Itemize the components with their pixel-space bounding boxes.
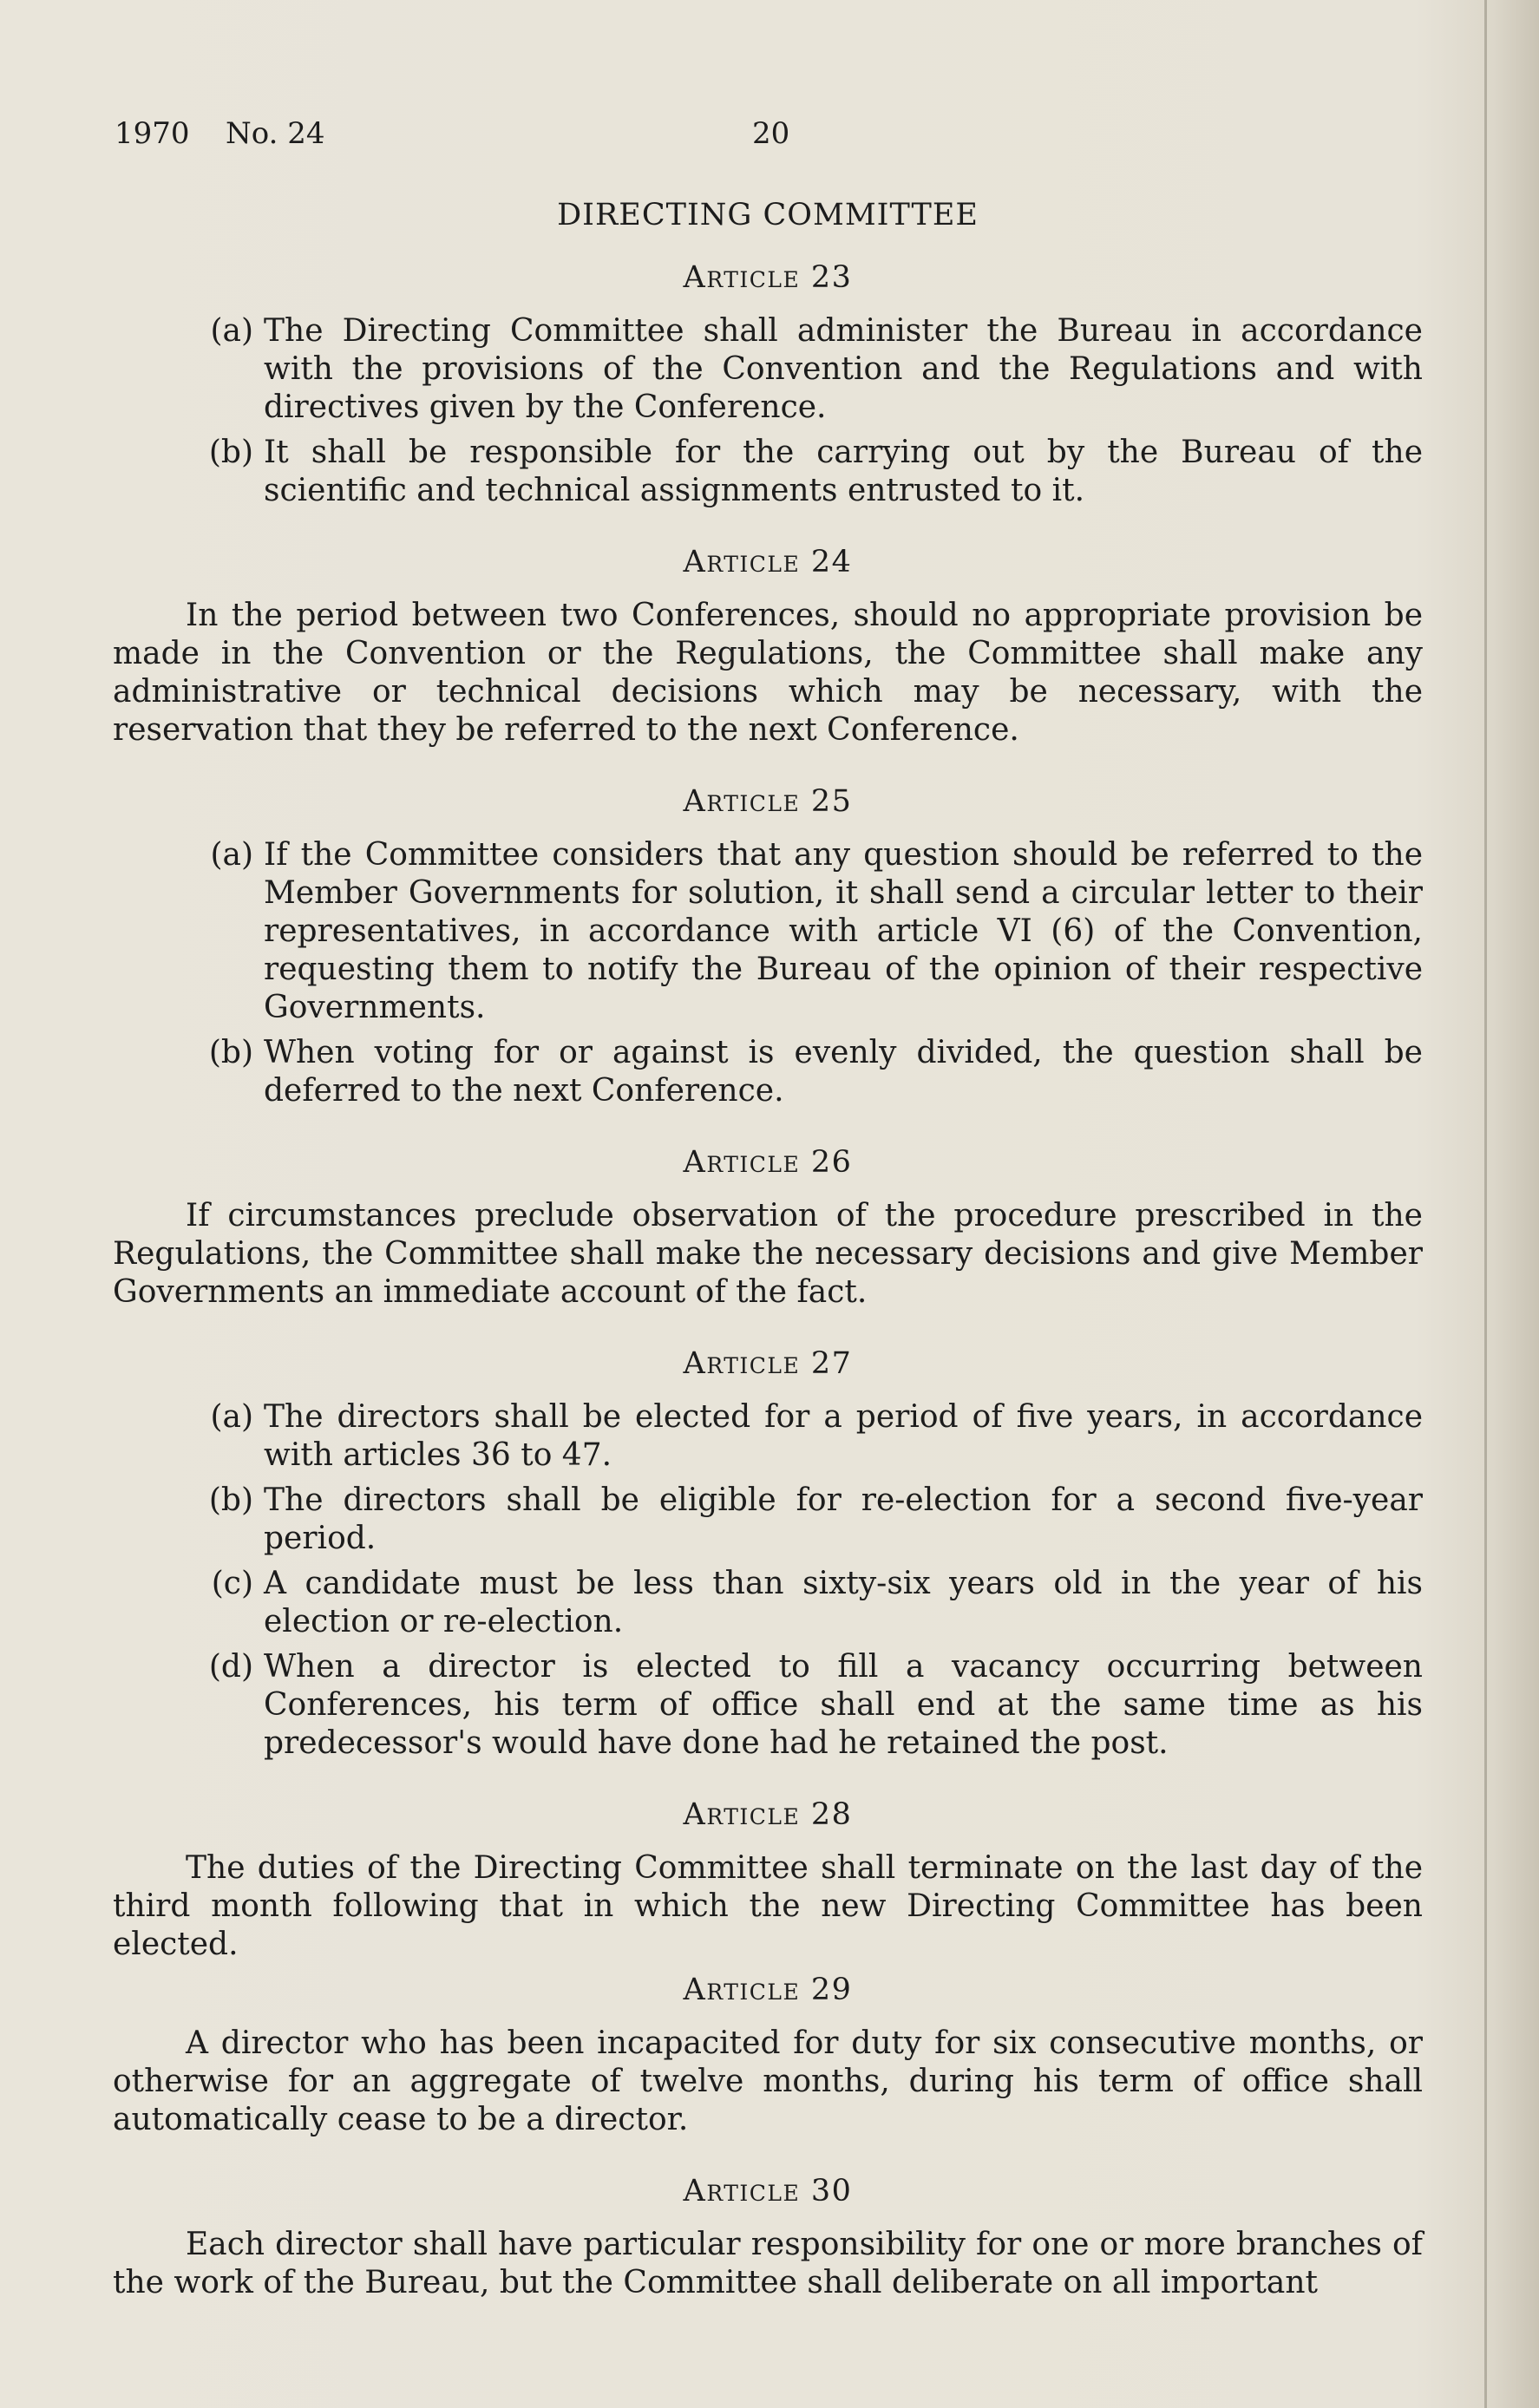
- article-heading: [113, 258, 1423, 297]
- article-paragraph: Each director shall have particular responsibility for one or more branches of the work of the Bureau, but the Committee shall deliberate on all important: [113, 2227, 1423, 2300]
- article-paragraph: If circumstances preclude observation of the procedure prescribed in the Regulations, the Committee shall make the necessary decisions and give Member Governments an immediate account of the fact.: [113, 1198, 1423, 1310]
- article-item: [113, 1648, 1423, 1763]
- item-text: When voting for or against is evenly divided, the question shall be deferred to the next Conference.: [264, 1035, 1423, 1109]
- article-item: [113, 434, 1423, 510]
- article-word: Article: [683, 1145, 801, 1180]
- article-word: Article: [683, 260, 801, 295]
- item-text: A candidate must be less than sixty-six years old in the year of his election or re-election.: [264, 1566, 1423, 1639]
- article-heading: [113, 2172, 1423, 2210]
- article-27: [113, 1345, 1423, 1763]
- item-text: The directors shall be elected for a period of five years, in accordance with articles 36 to 47.: [264, 1399, 1423, 1473]
- article-word: Article: [683, 2174, 801, 2208]
- article-item: [113, 1482, 1423, 1558]
- article-25: [113, 782, 1423, 1110]
- page-number: 20: [752, 116, 790, 151]
- article-item: [113, 1398, 1423, 1475]
- page-edge-shadow: [1484, 0, 1487, 2408]
- article-29: [113, 1971, 1423, 2139]
- section-title: DIRECTING COMMITTEE: [557, 198, 979, 232]
- article-number: 27: [810, 1346, 853, 1381]
- item-label: (d): [208, 1649, 253, 1685]
- article-number: 23: [810, 260, 853, 295]
- header-number: No. 24: [226, 116, 325, 151]
- article-30: [113, 2172, 1423, 2302]
- article-number: 28: [810, 1797, 853, 1832]
- article-word: Article: [683, 1973, 801, 2007]
- item-text: When a director is elected to fill a vacancy occurring between Conferences, his term of office shall end at the same time as his predecessor's would have done had he retained the post.: [264, 1649, 1423, 1761]
- article-23: [113, 258, 1423, 510]
- article-word: Article: [683, 545, 801, 579]
- article-paragraph: The duties of the Directing Committee shall terminate on the last day of the third month following that in which the new Directing Committee has been elected.: [113, 1850, 1423, 1962]
- article-paragraph: In the period between two Conferences, should no appropriate provision be made in the Convention or the Regulations, the Committee shall make any administrative or technical decisions which may be necessary, with the reservation that they be referred to the next Conference.: [113, 598, 1423, 748]
- item-label: (a): [210, 313, 253, 349]
- article-word: Article: [683, 1797, 801, 1832]
- article-word: Article: [683, 784, 801, 819]
- article-24: [113, 543, 1423, 749]
- article-item: [113, 1034, 1423, 1110]
- document-body: [113, 196, 1423, 2309]
- article-number: 30: [810, 2174, 853, 2208]
- article-heading: [113, 1796, 1423, 1834]
- article-heading: [113, 1971, 1423, 2009]
- item-text: It shall be responsible for the carrying out by the Bureau of the scientific and technical assignments entrusted to it.: [264, 435, 1423, 508]
- article-number: 26: [810, 1145, 853, 1180]
- item-label: (b): [208, 1035, 253, 1070]
- article-heading: [113, 1143, 1423, 1181]
- item-label: (a): [210, 837, 253, 873]
- item-text: The Directing Committee shall administer the Bureau in accordance with the provisions of the Convention and the Regulations and with directives given by the Conference.: [264, 313, 1423, 425]
- article-item: [113, 1565, 1423, 1641]
- header-year: 1970: [115, 116, 190, 151]
- article-heading: [113, 543, 1423, 581]
- article-item: [113, 836, 1423, 1027]
- article-number: 24: [810, 545, 853, 579]
- article-number: 25: [810, 784, 853, 819]
- item-label: (b): [208, 435, 253, 470]
- item-label: (b): [208, 1482, 253, 1518]
- article-number: 29: [810, 1973, 853, 2007]
- item-text: The directors shall be eligible for re-election for a second five-year period.: [264, 1482, 1423, 1556]
- item-label: (a): [210, 1399, 253, 1435]
- item-label: (c): [211, 1566, 253, 1601]
- article-heading: [113, 782, 1423, 821]
- item-text: If the Committee considers that any question should be referred to the Member Governments for solution, it shall send a circular letter to their representatives, in accordance with article VI (6) of the Convention, requesting them to notify the Bureau of the opinion of their respective Governments.: [264, 837, 1423, 1025]
- article-heading: [113, 1345, 1423, 1383]
- article-paragraph: A director who has been incapacited for duty for six consecutive months, or otherwise for an aggregate of twelve months, during his term of office shall automatically cease to be a director.: [113, 2025, 1423, 2137]
- article-word: Article: [683, 1346, 801, 1381]
- page-header: [115, 116, 1424, 160]
- article-26: [113, 1143, 1423, 1312]
- article-28: [113, 1796, 1423, 1964]
- article-item: [113, 312, 1423, 427]
